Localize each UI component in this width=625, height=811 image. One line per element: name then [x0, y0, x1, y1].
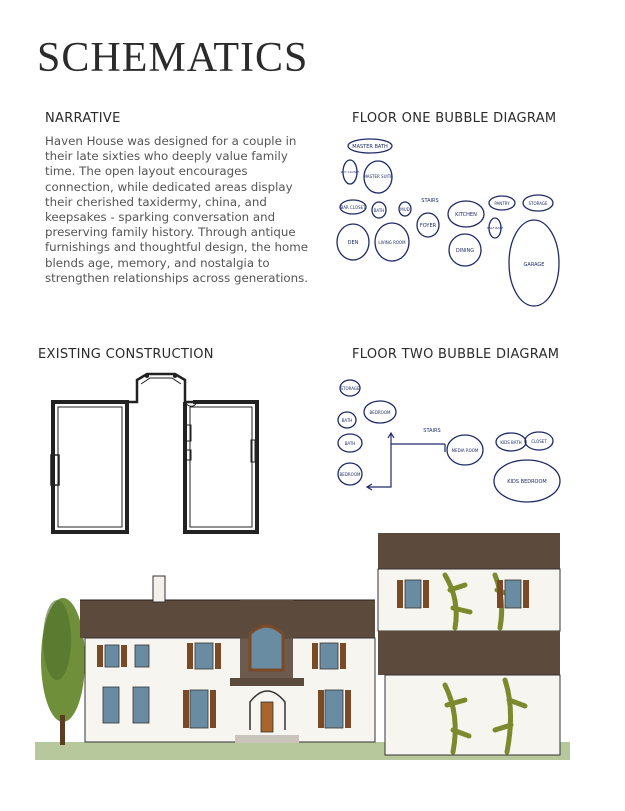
- svg-text:KITCHEN: KITCHEN: [455, 212, 477, 218]
- label-stairs-2: STAIRS: [423, 428, 441, 434]
- label-stairs: STAIRS: [421, 198, 439, 204]
- bubble-bath-2a: [338, 412, 356, 428]
- bubble-garage: [509, 220, 559, 306]
- bubble-master-suite: [363, 161, 393, 193]
- bubble-bedroom-2b: [338, 463, 362, 485]
- svg-text:CLOSET: CLOSET: [531, 439, 547, 444]
- svg-text:MUD: MUD: [400, 207, 410, 212]
- bubble-bar: [340, 200, 366, 214]
- bubble-kitchen: [448, 201, 484, 227]
- svg-text:MASTER BATH: MASTER BATH: [352, 144, 388, 150]
- bubble-pantry: [489, 196, 515, 210]
- tree-illustration: [41, 598, 85, 745]
- svg-text:MEDIA ROOM: MEDIA ROOM: [451, 448, 479, 453]
- bubble-mud: [399, 202, 411, 216]
- svg-text:BAR CLOSET: BAR CLOSET: [340, 205, 366, 210]
- bubble-kids-bath: [496, 433, 526, 451]
- bubble-wic: [341, 160, 360, 184]
- svg-text:STORAGE: STORAGE: [528, 201, 548, 206]
- svg-text:FOYER: FOYER: [419, 223, 437, 229]
- bubble-kids-bedroom: [494, 460, 560, 502]
- svg-text:KIDS BEDROOM: KIDS BEDROOM: [507, 479, 547, 485]
- circulation-arrows: [367, 433, 445, 490]
- bubble-storage-2: [340, 380, 360, 396]
- house-elevation-rendering: [35, 530, 570, 785]
- bubble-bath: [372, 202, 386, 218]
- bubble-bedroom-2a: [364, 401, 396, 423]
- svg-text:MASTER SUITE: MASTER SUITE: [363, 174, 393, 179]
- svg-text:BEDROOM: BEDROOM: [339, 472, 361, 477]
- svg-text:GARAGE: GARAGE: [523, 262, 545, 268]
- existing-construction-heading: EXISTING CONSTRUCTION: [38, 347, 214, 362]
- svg-text:HALF BATH: HALF BATH: [486, 226, 504, 230]
- bubble-master-bath: [348, 139, 392, 153]
- floor-one-heading: FLOOR ONE BUBBLE DIAGRAM: [352, 111, 557, 126]
- narrative-body: Haven House was designed for a couple in their late sixties who deeply value family time. The open layout encourages connection, while dedicated areas display their cherished taxidermy, china, and keepsakes - sparking conversation and preserving family history. Through antique furnishings and thoughtful design, the home blends age, memory, and nostalgia to strengthen relationships across generations.: [45, 134, 309, 285]
- bubble-media-room: [447, 435, 483, 465]
- svg-text:KIDS BATH: KIDS BATH: [500, 440, 522, 445]
- svg-text:DEN: DEN: [347, 240, 359, 246]
- bubble-den: [337, 224, 369, 260]
- svg-text:BATH: BATH: [344, 441, 356, 446]
- bubble-closet: [525, 432, 553, 450]
- bubble-storage: [523, 195, 553, 211]
- svg-text:BATH: BATH: [373, 208, 385, 213]
- bubble-living: [375, 223, 409, 261]
- svg-text:BATH: BATH: [341, 418, 353, 423]
- bubble-bath-2b: [338, 434, 362, 452]
- svg-text:LIVING ROOM: LIVING ROOM: [378, 240, 406, 245]
- bubble-foyer: [417, 213, 439, 237]
- svg-text:STORAGE: STORAGE: [340, 386, 360, 391]
- floor-two-bubble-diagram: [335, 372, 570, 512]
- svg-text:W/C CLOSET: W/C CLOSET: [340, 170, 360, 174]
- svg-text:BEDROOM: BEDROOM: [369, 410, 391, 415]
- svg-text:DINING: DINING: [455, 248, 475, 254]
- page-title: SCHEMATICS: [37, 35, 309, 81]
- floor-one-bubble-diagram: [335, 130, 570, 315]
- floor-two-heading: FLOOR TWO BUBBLE DIAGRAM: [352, 347, 560, 362]
- svg-text:PANTRY: PANTRY: [494, 201, 510, 206]
- bubble-dining: [449, 234, 481, 266]
- narrative-heading: NARRATIVE: [45, 111, 121, 126]
- existing-construction-plan: [45, 370, 270, 540]
- bubble-half-bath: [487, 218, 504, 238]
